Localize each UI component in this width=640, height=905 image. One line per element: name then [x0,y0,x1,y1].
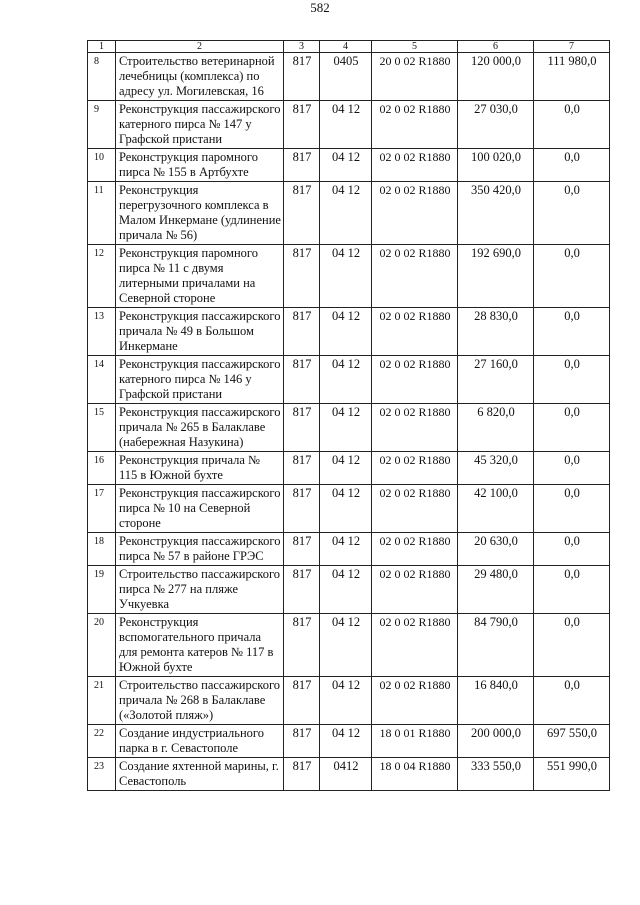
row-number: 21 [88,677,116,725]
section-code: 04 12 [320,356,372,404]
object-name: Реконструкция пассажирского катерного пирса № 146 у Графской пристани [116,356,284,404]
amount-col7: 0,0 [534,182,610,245]
row-number: 14 [88,356,116,404]
table-row [88,566,610,614]
table-row [88,308,610,356]
header-cell: 4 [320,41,372,53]
row-number: 20 [88,614,116,677]
section-code: 04 12 [320,182,372,245]
department-code: 817 [284,452,320,485]
section-code: 04 12 [320,452,372,485]
department-code: 817 [284,149,320,182]
target-article: 02 0 02 R1880 [372,452,458,485]
row-number: 17 [88,485,116,533]
table-header [88,41,610,53]
department-code: 817 [284,758,320,791]
amount-col7: 111 980,0 [534,53,610,101]
amount-col7: 0,0 [534,404,610,452]
department-code: 817 [284,677,320,725]
header-cell: 6 [458,41,534,53]
target-article: 20 0 02 R1880 [372,53,458,101]
amount-col7: 0,0 [534,452,610,485]
header-cell: 1 [88,41,116,53]
table-row [88,356,610,404]
section-code: 04 12 [320,404,372,452]
department-code: 817 [284,245,320,308]
amount-col7: 0,0 [534,614,610,677]
table-row [88,677,610,725]
department-code: 817 [284,725,320,758]
amount-col6: 27 160,0 [458,356,534,404]
object-name: Реконструкция паромного пирса № 155 в Артбухте [116,149,284,182]
table-row [88,404,610,452]
amount-col6: 29 480,0 [458,566,534,614]
row-number: 9 [88,101,116,149]
header-cell: 5 [372,41,458,53]
budget-table [87,40,610,791]
object-name: Создание яхтенной марины, г. Севастополь [116,758,284,791]
row-number: 19 [88,566,116,614]
object-name: Реконструкция вспомогательного причала для ремонта катеров № 117 в Южной бухте [116,614,284,677]
object-name: Реконструкция пассажирского причала № 265 в Балаклаве (набережная Назукина) [116,404,284,452]
table-row [88,614,610,677]
amount-col6: 120 000,0 [458,53,534,101]
section-code: 04 12 [320,533,372,566]
table-row [88,53,610,101]
amount-col6: 350 420,0 [458,182,534,245]
department-code: 817 [284,404,320,452]
amount-col6: 27 030,0 [458,101,534,149]
department-code: 817 [284,101,320,149]
target-article: 02 0 02 R1880 [372,149,458,182]
target-article: 18 0 04 R1880 [372,758,458,791]
table-row [88,245,610,308]
department-code: 817 [284,356,320,404]
section-code: 04 12 [320,245,372,308]
row-number: 23 [88,758,116,791]
row-number: 18 [88,533,116,566]
object-name: Реконструкция перегрузочного комплекса в Малом Инкермане (удлинение причала № 56) [116,182,284,245]
table-row [88,725,610,758]
amount-col6: 192 690,0 [458,245,534,308]
section-code: 04 12 [320,566,372,614]
table-row [88,485,610,533]
amount-col6: 42 100,0 [458,485,534,533]
target-article: 18 0 01 R1880 [372,725,458,758]
amount-col7: 0,0 [534,101,610,149]
amount-col7: 697 550,0 [534,725,610,758]
amount-col7: 0,0 [534,149,610,182]
row-number: 22 [88,725,116,758]
row-number: 15 [88,404,116,452]
amount-col6: 28 830,0 [458,308,534,356]
table-row [88,452,610,485]
row-number: 16 [88,452,116,485]
target-article: 02 0 02 R1880 [372,245,458,308]
row-number: 13 [88,308,116,356]
target-article: 02 0 02 R1880 [372,614,458,677]
amount-col7: 0,0 [534,356,610,404]
department-code: 817 [284,614,320,677]
department-code: 817 [284,308,320,356]
object-name: Реконструкция пассажирского катерного пирса № 147 у Графской пристани [116,101,284,149]
target-article: 02 0 02 R1880 [372,182,458,245]
amount-col7: 0,0 [534,533,610,566]
amount-col7: 0,0 [534,566,610,614]
department-code: 817 [284,566,320,614]
department-code: 817 [284,533,320,566]
target-article: 02 0 02 R1880 [372,566,458,614]
table-row [88,149,610,182]
table-row [88,182,610,245]
amount-col7: 551 990,0 [534,758,610,791]
section-code: 0412 [320,758,372,791]
table-row [88,758,610,791]
target-article: 02 0 02 R1880 [372,308,458,356]
amount-col6: 84 790,0 [458,614,534,677]
target-article: 02 0 02 R1880 [372,533,458,566]
amount-col6: 200 000,0 [458,725,534,758]
section-code: 0405 [320,53,372,101]
section-code: 04 12 [320,677,372,725]
target-article: 02 0 02 R1880 [372,404,458,452]
object-name: Реконструкция причала № 115 в Южной бухте [116,452,284,485]
section-code: 04 12 [320,485,372,533]
target-article: 02 0 02 R1880 [372,101,458,149]
target-article: 02 0 02 R1880 [372,356,458,404]
section-code: 04 12 [320,614,372,677]
amount-col7: 0,0 [534,677,610,725]
row-number: 8 [88,53,116,101]
table-body [88,53,610,791]
object-name: Создание индустриального парка в г. Севастополе [116,725,284,758]
amount-col6: 16 840,0 [458,677,534,725]
amount-col6: 45 320,0 [458,452,534,485]
object-name: Реконструкция пассажирского причала № 49 в Большом Инкермане [116,308,284,356]
target-article: 02 0 02 R1880 [372,485,458,533]
target-article: 02 0 02 R1880 [372,677,458,725]
amount-col6: 100 020,0 [458,149,534,182]
department-code: 817 [284,485,320,533]
object-name: Строительство ветеринарной лечебницы (комплекса) по адресу ул. Могилевская, 16 [116,53,284,101]
section-code: 04 12 [320,101,372,149]
page-number: 582 [310,0,330,15]
amount-col7: 0,0 [534,485,610,533]
header-cell: 2 [116,41,284,53]
amount-col7: 0,0 [534,245,610,308]
amount-col6: 20 630,0 [458,533,534,566]
table-row [88,101,610,149]
table-row [88,533,610,566]
department-code: 817 [284,182,320,245]
row-number: 10 [88,149,116,182]
row-number: 12 [88,245,116,308]
object-name: Строительство пассажирского пирса № 277 на пляже Учкуевка [116,566,284,614]
object-name: Реконструкция пассажирского пирса № 10 на Северной стороне [116,485,284,533]
amount-col6: 6 820,0 [458,404,534,452]
object-name: Реконструкция пассажирского пирса № 57 в районе ГРЭС [116,533,284,566]
row-number: 11 [88,182,116,245]
object-name: Строительство пассажирского причала № 268 в Балаклаве («Золотой пляж») [116,677,284,725]
section-code: 04 12 [320,149,372,182]
section-code: 04 12 [320,308,372,356]
amount-col7: 0,0 [534,308,610,356]
amount-col6: 333 550,0 [458,758,534,791]
department-code: 817 [284,53,320,101]
section-code: 04 12 [320,725,372,758]
header-cell: 7 [534,41,610,53]
header-cell: 3 [284,41,320,53]
object-name: Реконструкция паромного пирса № 11 с двумя литерными причалами на Северной стороне [116,245,284,308]
